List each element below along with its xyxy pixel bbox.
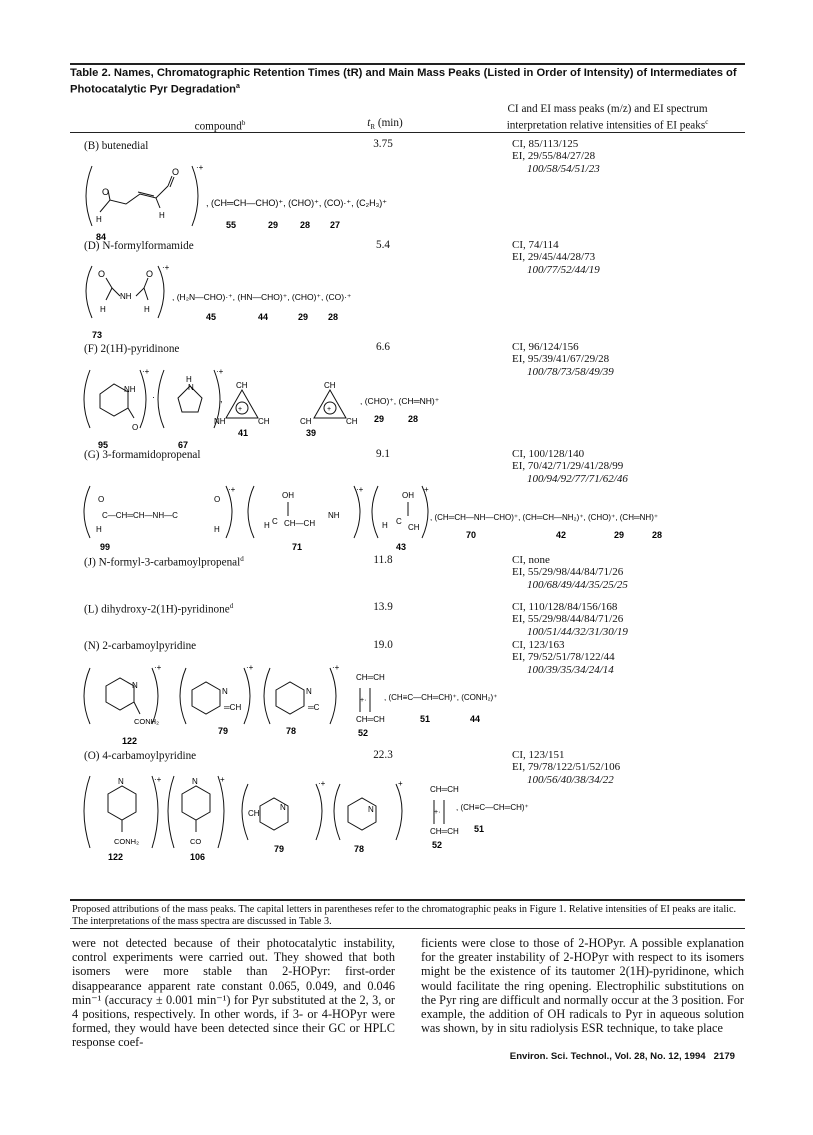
header-ms-1: CI and EI mass peaks (m/z) and EI spectrum [507,103,708,115]
svg-text:52: 52 [432,840,443,850]
structure-g [78,482,718,554]
svg-text:·+: ·+ [246,663,254,672]
svg-text:44: 44 [258,312,269,322]
structure-o-frag: , (CH≡C—CH═CH)⁺ [456,803,529,812]
structure-f [78,360,458,450]
svg-text:·+: ·+ [142,367,150,376]
svg-text:H: H [144,305,150,314]
svg-text:H: H [214,525,220,534]
svg-text:+: + [327,406,332,413]
body-left-column: were not detected because of their photocatalytic instability, control experiments were carried out. They showed that both isomers were more stable than 2-HOPyr: first-order disappearance apparent rate constant 0.065, 0.049, and 0.046 min⁻¹ (accuracy ± 0.001 min⁻¹) for Pyr substituted at the 2, 3, or 4 positions, respectively. In other words, if 3- or 4-HOPyr were formed, they would have been detected since their GC or HPLC response coef- [72,936,395,1050]
body-rule [70,928,745,929]
svg-text:45: 45 [206,312,217,322]
svg-text:29: 29 [374,414,385,424]
svg-text:NH: NH [120,292,132,301]
table-title: Table 2. Names, Chromatographic Retention Times (tR) and Main Mass Peaks (Listed in Order of Intensity) of Intermediates of Photocatalytic Pyr Degradation$^a$ [70,67,737,96]
svg-text:O: O [214,495,221,504]
row-d-name: (D) N-formylformamide [84,240,194,252]
structure-f-frag: , (CHO)⁺, (CH═NH)⁺ [360,396,440,406]
svg-text:H: H [159,211,165,220]
table-footnote: Proposed attributions of the mass peaks. The capital letters in parentheses refer to the chromatographic peaks in Figure 1. Relative intensities of EI peaks are italic. The interpretations of the mass spectra are discussed in Table 3. [72,904,737,927]
svg-text:99: 99 [100,542,111,552]
svg-text:52: 52 [358,728,369,738]
svg-text:N: N [368,805,374,814]
svg-text:28: 28 [408,414,419,424]
structure-d [78,262,378,342]
svg-text:29: 29 [614,530,625,540]
row-j-ms: CI, none EI, 55/29/98/44/84/71/26 100/68/49/44/35/25/25 [512,554,628,591]
svg-text:51: 51 [474,824,485,834]
body-right-column: ficients were close to those of 2-HOPyr. A possible explanation for the greater instability of 2-HOPyr with respect to its isomers might be the existence of its tautomer 2(1H)-pyridinone, which would facilitate the ring opening. Electrophilic substitutions on the Pyr ring are difficult and normally occur at the 3 position. For example, the addition of OH radicals to Pyr in aqueous solution was shown, by in situ radiolysis ESR technique, to take place [421,936,744,1036]
svg-text:OH: OH [282,491,294,500]
row-j-tr: 11.8 [373,554,393,566]
row-l-ms: CI, 110/128/84/156/168 EI, 55/29/98/44/84/71/26 100/51/44/32/31/30/19 [512,601,628,638]
svg-text:H: H [382,521,388,530]
row-n-ms: CI, 123/163 EI, 79/52/51/78/122/44 100/39/35/34/24/14 [512,639,615,676]
svg-text:122: 122 [122,736,138,746]
svg-text:CH═CH: CH═CH [430,827,459,836]
svg-text:79: 79 [218,726,229,736]
row-l-tr: 13.9 [373,601,393,613]
svg-text:79: 79 [274,844,285,854]
svg-text:+: + [398,779,403,788]
svg-text:43: 43 [396,542,407,552]
svg-text:O: O [132,423,139,432]
svg-text:·+: ·+ [356,485,364,494]
svg-text:C: C [272,517,278,526]
top-rule [70,63,745,65]
header-tr: $t_R$ (min) [367,117,403,132]
row-g-name: (G) 3-formamidopropenal [84,449,201,461]
svg-text:CH—CH: CH—CH [284,519,316,528]
svg-text:39: 39 [306,428,317,438]
structure-n [78,660,498,746]
svg-text:+: + [220,775,225,784]
svg-text:106: 106 [190,852,206,862]
svg-text:28: 28 [300,220,311,230]
svg-text:N: N [306,687,312,696]
page-footer: Environ. Sci. Technol., Vol. 28, No. 12, 1994 2179 [509,1051,735,1062]
svg-text:OH: OH [402,491,414,500]
bottom-rule [70,899,745,901]
svg-text:+·: +· [434,809,441,816]
svg-text:N: N [192,777,198,786]
svg-text:29: 29 [268,220,279,230]
structure-n-frag: , (CH≡C—CH═CH)⁺, (CONH₂)⁺ [384,693,498,702]
row-j-name: (J) N-formyl-3-carbamoylpropenal$^d$ [84,555,244,569]
svg-text:·: · [152,392,155,402]
row-d-ms: CI, 74/114 EI, 29/45/44/28/73 100/77/52/44/19 [512,239,600,276]
svg-text:CH═CH: CH═CH [356,673,385,682]
row-d-tr: 5.4 [376,239,390,251]
svg-text:═C: ═C [308,703,320,712]
svg-text:44: 44 [470,714,481,724]
structure-o [78,770,529,866]
svg-text:28: 28 [328,312,339,322]
header-ms-2: interpretation relative intensities of EI peaks$^c$ [506,118,709,132]
svg-text:78: 78 [354,844,365,854]
svg-text:,: , [220,394,223,404]
svg-text:29: 29 [298,312,309,322]
svg-text:═CH: ═CH [224,703,242,712]
svg-text:67: 67 [178,440,189,450]
header-compound: compound$^b$ [194,119,246,133]
svg-text:78: 78 [286,726,297,736]
svg-text:CONH₂: CONH₂ [134,717,159,726]
svg-text:CH: CH [346,417,358,426]
row-g-tr: 9.1 [376,448,390,460]
svg-text:CH: CH [236,381,248,390]
svg-text:O: O [102,187,110,197]
svg-text:·+: ·+ [332,663,340,672]
svg-text:NH: NH [328,511,340,520]
svg-text:CH: CH [324,381,336,390]
svg-text:O: O [172,167,180,177]
row-o-name: (O) 4-carbamoylpyridine [84,750,197,762]
svg-text:CONH₂: CONH₂ [114,837,139,846]
svg-text:CH: CH [408,523,420,532]
svg-text:+·: +· [360,697,367,704]
row-g-ms: CI, 100/128/140 EI, 70/42/71/29/41/28/99 100/94/92/77/71/62/46 [512,448,628,485]
svg-text:O: O [98,495,105,504]
row-b-tr: 3.75 [373,138,393,150]
svg-text:CH═CH: CH═CH [356,715,385,724]
svg-text:NH: NH [214,417,226,426]
svg-text:NH: NH [124,385,136,394]
structure-d-frag: , (H₂N—CHO)·⁺, (HN—CHO)⁺, (CHO)⁺, (CO)·⁺ [172,292,352,302]
row-b-ms: CI, 85/113/125 EI, 29/55/84/27/28 100/58/54/51/23 [512,138,600,175]
svg-text:N: N [222,687,228,696]
row-o-tr: 22.3 [373,749,393,761]
row-n-tr: 19.0 [373,639,393,651]
svg-text:H: H [186,375,192,384]
structure-g-frag: , (CH═CH—NH—CHO)⁺, (CH═CH—NH₂)⁺, (CHO)⁺, (CH═NH)⁺ [430,513,659,522]
row-f-tr: 6.6 [376,341,390,353]
svg-text:N: N [118,777,124,786]
svg-text:CH: CH [300,417,312,426]
svg-text:51: 51 [420,714,431,724]
svg-text:122: 122 [108,852,124,862]
page-number: 2179 [713,1051,735,1062]
svg-text:CH: CH [248,809,260,818]
row-l-name: (L) dihydroxy-2(1H)-pyridinone$^d$ [84,602,234,616]
svg-text:+: + [424,485,429,494]
svg-text:N: N [132,681,138,690]
structure-b-frag: , (CH═CH—CHO)⁺, (CHO)⁺, (CO)·⁺, (C₂H₃)⁺ [206,198,388,208]
svg-text:·+: ·+ [318,779,326,788]
svg-text:95: 95 [98,440,109,450]
structure-b [78,160,388,242]
svg-text:H: H [264,521,270,530]
svg-text:·+: ·+ [154,663,162,672]
row-n-name: (N) 2-carbamoylpyridine [84,640,197,652]
svg-text:71: 71 [292,542,303,552]
svg-text:42: 42 [556,530,567,540]
row-b-name: (B) butenedial [84,140,149,152]
svg-text:55: 55 [226,220,237,230]
svg-text:CO: CO [190,837,202,846]
svg-text:C: C [396,517,402,526]
svg-text:84: 84 [96,232,107,242]
svg-text:O: O [146,269,154,279]
row-f-name: (F) 2(1H)-pyridinone [84,343,180,355]
svg-text:N: N [280,803,286,812]
svg-text:O: O [98,269,106,279]
svg-text:·+: ·+ [228,485,236,494]
svg-text:41: 41 [238,428,249,438]
svg-text:H: H [96,525,102,534]
svg-text:·+: ·+ [196,163,204,172]
svg-text:28: 28 [652,530,663,540]
svg-text:H: H [100,305,106,314]
svg-text:·+: ·+ [162,263,170,272]
svg-text:H: H [96,215,102,224]
row-f-ms: CI, 96/124/156 EI, 95/39/41/67/29/28 100/78/73/58/49/39 [512,341,614,378]
svg-text:·+: ·+ [216,367,224,376]
svg-text:27: 27 [330,220,341,230]
svg-text:·+: ·+ [154,775,162,784]
svg-text:70: 70 [466,530,477,540]
svg-text:C—CH═CH—NH—C: C—CH═CH—NH—C [102,511,178,520]
svg-text:CH═CH: CH═CH [430,785,459,794]
svg-text:+: + [238,406,243,413]
svg-text:73: 73 [92,330,103,340]
row-o-ms: CI, 123/151 EI, 79/78/122/51/52/106 100/56/40/38/34/22 [512,749,621,786]
svg-text:N: N [188,383,194,392]
svg-text:CH: CH [258,417,270,426]
